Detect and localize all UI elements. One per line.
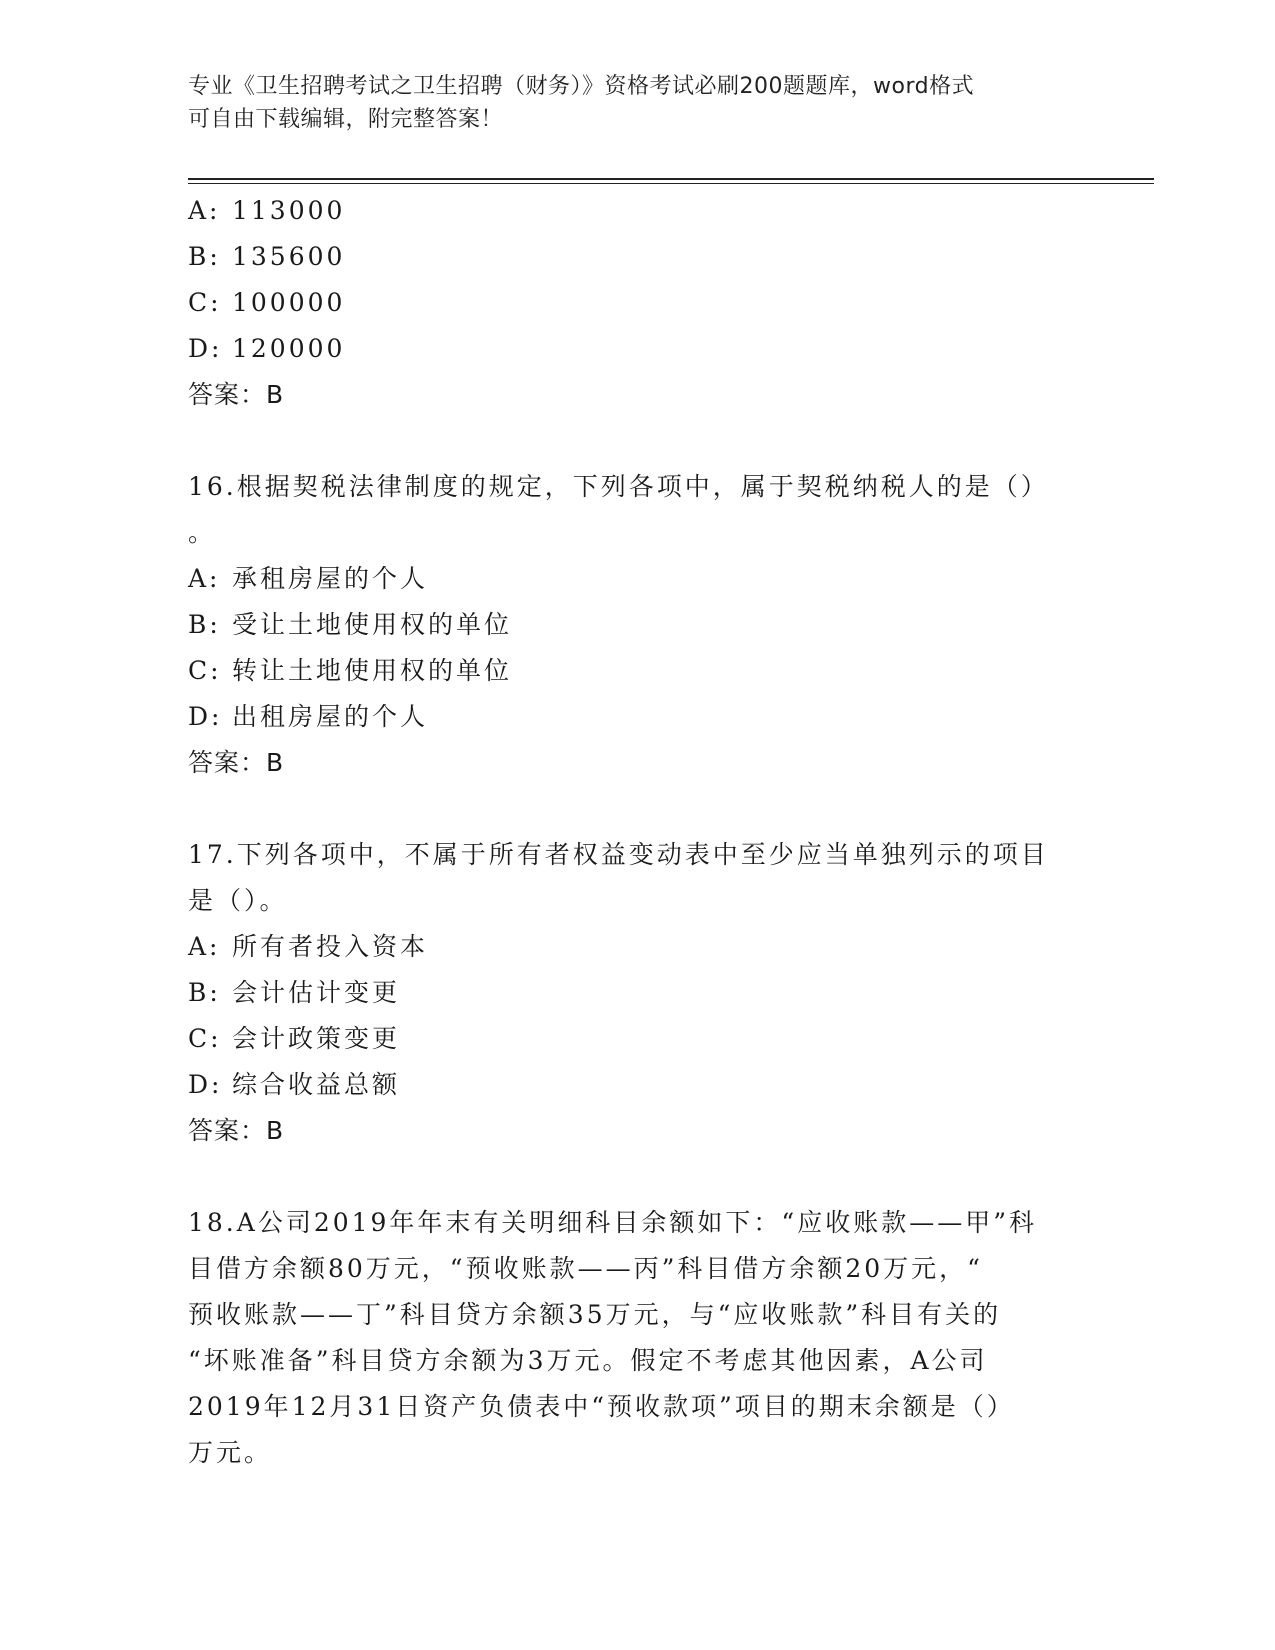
option-a: A: 所有者投入资本 [188,932,429,961]
spacer [188,786,1088,832]
answer: 答案：B [188,380,285,409]
header-rule-thin [188,183,1154,184]
document-body [188,188,1088,1476]
option-c: C: 转让土地使用权的单位 [188,656,513,685]
header-line-1: 专业《卫生招聘考试之卫生招聘（财务）》资格考试必刷200题题库，word格式 [188,74,975,99]
spacer [188,418,1088,464]
option-a: A: 113000 [188,196,346,225]
answer: 答案：B [188,1116,285,1145]
option-b: B: 135600 [188,242,346,271]
question-text-line-5: 2019年12月31日资产负债表中“预收款项”项目的期末余额是（） [188,1392,1015,1421]
option-d: D: 120000 [188,334,346,363]
question-17 [188,832,1088,1154]
question-text: 17.下列各项中，不属于所有者权益变动表中至少应当单独列示的项目 [188,840,1049,869]
question-text-line-1: 18.A公司2019年年末有关明细科目余额如下：“应收账款——甲”科 [188,1208,1037,1237]
question-text-cont: 是（）。 [188,886,288,915]
answer: 答案：B [188,748,285,777]
option-d: D: 综合收益总额 [188,1070,401,1099]
question-text-line-4: “坏账准备”科目贷方余额为3万元。假定不考虑其他因素，A公司 [188,1346,988,1375]
header-line-2: 可自由下载编辑，附完整答案！ [188,107,504,132]
option-b: B: 受让土地使用权的单位 [188,610,513,639]
question-text: 16.根据契税法律制度的规定，下列各项中，属于契税纳税人的是（） [188,472,1049,501]
option-c: C: 100000 [188,288,346,317]
question-text-line-2: 目借方余额80万元，“预收账款——丙”科目借方余额20万元，“ [188,1254,983,1283]
question-text-line-6: 万元。 [188,1438,273,1467]
question-18 [188,1200,1088,1476]
option-d: D: 出租房屋的个人 [188,702,429,731]
option-a: A: 承租房屋的个人 [188,564,429,593]
question-15 [188,188,1088,418]
option-c: C: 会计政策变更 [188,1024,401,1053]
spacer [188,1154,1088,1200]
question-text-line-3: 预收账款——丁”科目贷方余额35万元，与“应收账款”科目有关的 [188,1300,1002,1329]
question-text-cont: 。 [188,518,217,547]
option-b: B: 会计估计变更 [188,978,401,1007]
question-16 [188,464,1088,786]
document-header [188,70,1068,136]
header-rule-thick [188,178,1154,180]
